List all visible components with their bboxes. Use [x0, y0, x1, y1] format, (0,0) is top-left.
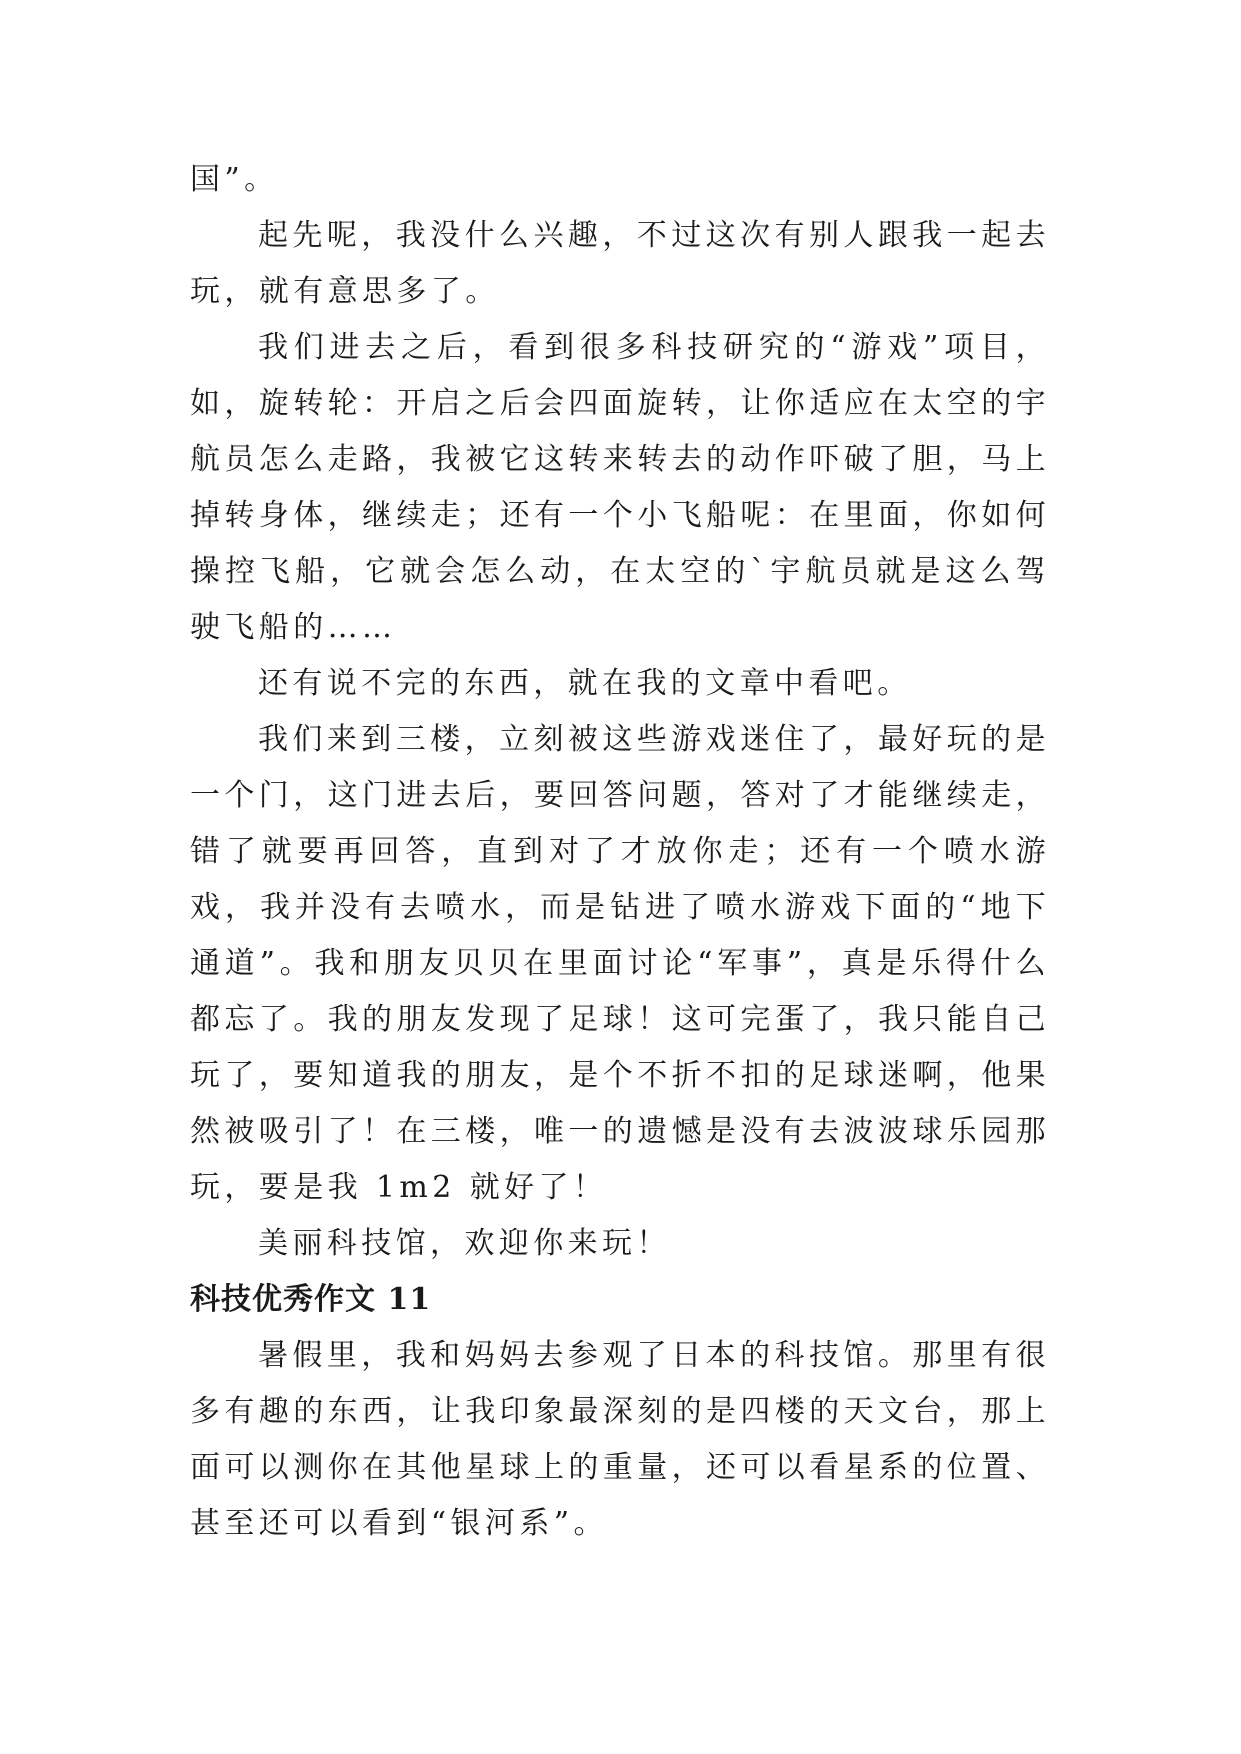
- paragraph-2: 起先呢，我没什么兴趣，不过这次有别人跟我一起去玩，就有意思多了。: [190, 218, 1050, 309]
- paragraph-1: 国”。: [190, 162, 279, 197]
- document-page: [190, 152, 1050, 1552]
- paragraph-7: 暑假里，我和妈妈去参观了日本的科技馆。那里有很多有趣的东西，让我印象最深刻的是四楼的天文台，那上面可以测你在其他星球上的重量，还可以看星系的位置、甚至还可以看到“银河系”。: [190, 1338, 1050, 1541]
- paragraph-5: 我们来到三楼，立刻被这些游戏迷住了，最好玩的是一个门，这门进去后，要回答问题，答对了才能继续走，错了就要再回答，直到对了才放你走；还有一个喷水游戏，我并没有去喷水，而是钻进了喷水游戏下面的“地下通道”。我和朋友贝贝在里面讨论“军事”，真是乐得什么都忘了。我的朋友发现了足球！这可完蛋了，我只能自己玩了，要知道我的朋友，是个不折不扣的足球迷啊，他果然被吸引了！在三楼，唯一的遗憾是没有去波波球乐园那玩，要是我 1m2 就好了！: [190, 722, 1050, 1205]
- section-title: 科技优秀作文 11: [190, 1282, 432, 1317]
- paragraph-3: 我们进去之后，看到很多科技研究的“游戏”项目，如，旋转轮：开启之后会四面旋转，让你适应在太空的宇航员怎么走路，我被它这转来转去的动作吓破了胆，马上掉转身体，继续走；还有一个小飞船呢：在里面，你如何操控飞船，它就会怎么动，在太空的`宇航员就是这么驾驶飞船的……: [190, 330, 1050, 645]
- paragraph-6: 美丽科技馆，欢迎你来玩！: [258, 1226, 671, 1261]
- paragraph-4: 还有说不完的东西，就在我的文章中看吧。: [258, 666, 912, 701]
